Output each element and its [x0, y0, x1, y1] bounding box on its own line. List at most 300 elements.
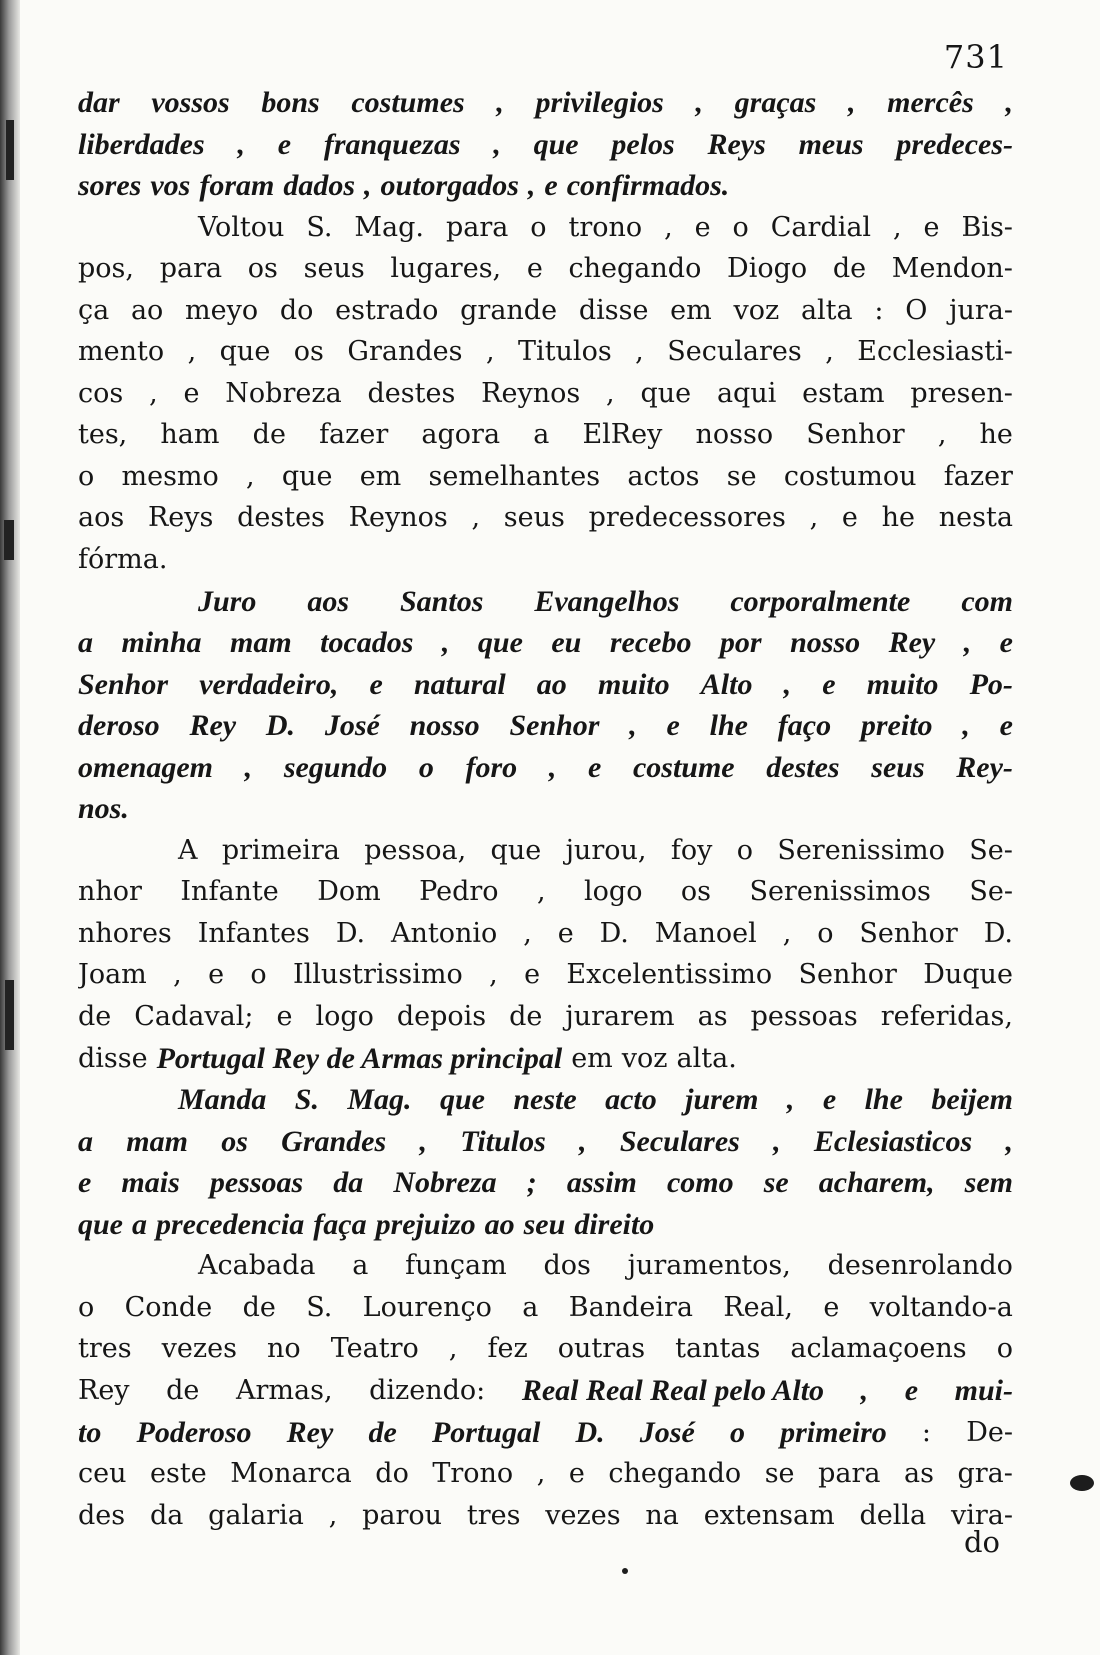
word: confirmados. — [566, 169, 730, 203]
text-line — [78, 539, 1013, 581]
word: recebo — [609, 626, 692, 660]
word: neste — [513, 1083, 577, 1117]
word: S. — [306, 1291, 333, 1323]
word: , — [173, 959, 182, 991]
word: preito — [860, 709, 933, 743]
word: o — [729, 1415, 745, 1449]
text-line — [78, 1412, 1013, 1454]
word: se — [764, 1458, 795, 1490]
edge-mark — [4, 520, 14, 560]
page-edge-shadow — [0, 0, 20, 1655]
word: com — [961, 584, 1013, 618]
word: he — [881, 502, 916, 534]
text-line — [78, 705, 1013, 747]
word: Rey — [189, 709, 237, 743]
word: Portugal Rey de Armas principal — [156, 1041, 563, 1075]
word: mercês — [887, 86, 974, 119]
word: Senhor — [78, 667, 169, 701]
word: Manda — [178, 1083, 267, 1117]
word: , — [695, 86, 703, 119]
word: e — [822, 1083, 837, 1117]
body-text — [78, 82, 1013, 1536]
word: Real Real Real pelo Alto — [521, 1373, 825, 1407]
text-line — [78, 664, 1013, 706]
text-line — [78, 1287, 1013, 1329]
word: o — [530, 211, 547, 243]
word: ham — [160, 419, 220, 451]
word: Rey- — [956, 750, 1013, 784]
word: Serenissimo — [777, 834, 945, 866]
word: outras — [557, 1333, 646, 1365]
word: direito — [574, 1207, 655, 1241]
word: , — [328, 1499, 338, 1531]
word: aclamaçoens — [790, 1333, 967, 1365]
word: e — [557, 917, 574, 949]
text-line — [78, 581, 1013, 623]
text-line — [78, 788, 1013, 830]
word: S. — [306, 211, 333, 243]
word: referidas, — [880, 1001, 1013, 1033]
word: funçam — [405, 1250, 507, 1282]
word: Rey — [78, 1374, 130, 1406]
word: fórma. — [78, 544, 168, 576]
word: Infante — [180, 876, 279, 908]
word: jura- — [949, 294, 1013, 326]
word: Reynos — [348, 502, 448, 534]
word: , — [783, 667, 792, 701]
word: em — [670, 294, 712, 326]
word: Lourenço — [362, 1291, 492, 1323]
word: de — [166, 1374, 200, 1406]
word: se — [763, 1166, 789, 1200]
text-line — [78, 456, 1013, 498]
word: , — [419, 1124, 427, 1158]
word: he — [979, 419, 1013, 451]
word: a — [78, 626, 93, 660]
text-line — [78, 1245, 1013, 1287]
word: mesmo — [121, 460, 219, 492]
text-line — [78, 1328, 1013, 1370]
word: sores — [78, 169, 142, 203]
word: meus — [798, 127, 864, 161]
word: Duque — [923, 959, 1013, 991]
word: e — [999, 709, 1013, 743]
text-line — [78, 1370, 1013, 1412]
word: nos. — [78, 792, 129, 826]
word: meyo — [185, 294, 259, 326]
word: , — [606, 377, 615, 409]
word: presen- — [910, 377, 1013, 409]
word: Serenissimos — [749, 876, 931, 908]
word: nesta — [938, 502, 1013, 534]
word: outorgados — [380, 169, 519, 203]
word: Grandes — [281, 1124, 387, 1158]
word: pessoa, — [364, 834, 467, 866]
word: , — [536, 1458, 546, 1490]
text-line — [78, 913, 1013, 955]
word: Cadaval; — [134, 1001, 254, 1033]
text-line — [78, 747, 1013, 789]
word: Trono — [432, 1458, 514, 1490]
word: da — [149, 1499, 184, 1531]
word: Reys — [147, 502, 214, 534]
word: Poderoso — [136, 1415, 252, 1449]
word: a — [522, 1291, 539, 1323]
word: que — [439, 1083, 485, 1117]
word: , — [364, 169, 372, 203]
word: e — [524, 959, 541, 991]
word: costumes — [351, 86, 465, 119]
word: Antonio — [391, 917, 498, 949]
word: Teatro — [330, 1333, 419, 1365]
word: verdadeiro, — [199, 667, 339, 701]
word: que — [281, 460, 333, 492]
word: , — [489, 959, 498, 991]
word: do — [279, 294, 314, 326]
text-line — [78, 1495, 1013, 1537]
word: bons — [261, 86, 320, 119]
word: vos — [150, 169, 191, 203]
word: no — [267, 1333, 301, 1365]
word: foram — [199, 169, 275, 203]
word: , — [664, 211, 673, 243]
word: Portugal — [431, 1415, 541, 1449]
word: , — [149, 377, 158, 409]
word: primeiro — [780, 1415, 887, 1449]
word: costumou — [783, 460, 917, 492]
word: o — [817, 917, 834, 949]
word: aos — [78, 502, 125, 534]
word: pelos — [611, 127, 675, 161]
word: na — [645, 1499, 679, 1531]
word: , — [962, 709, 970, 743]
word: e — [823, 1291, 840, 1323]
word: privilegios — [535, 86, 664, 119]
edge-mark — [5, 980, 14, 1050]
word: Reys — [707, 127, 766, 161]
word: cos — [78, 377, 124, 409]
word: minha — [121, 626, 202, 660]
word: estam — [802, 377, 885, 409]
word: Mag. — [354, 211, 425, 243]
word: nhores — [78, 917, 172, 949]
word: nhor — [78, 876, 142, 908]
word: desenrolando — [827, 1250, 1013, 1282]
text-line — [78, 82, 1013, 124]
word: Rey — [888, 626, 936, 660]
word: graças — [734, 86, 817, 119]
word: Evangelhos — [534, 584, 680, 618]
text-line — [78, 1038, 1013, 1080]
word: que — [219, 336, 271, 368]
word: e — [276, 1001, 293, 1033]
word: vira- — [950, 1499, 1013, 1531]
word: Bandeira — [568, 1291, 693, 1323]
word: agora — [421, 419, 501, 451]
word: Cardial — [770, 211, 872, 243]
word: do — [375, 1458, 409, 1490]
word: disse — [78, 1042, 148, 1074]
word: beijem — [931, 1083, 1013, 1117]
word: , — [635, 336, 644, 368]
word: , — [548, 750, 557, 784]
word: trono — [568, 211, 643, 243]
word: para — [445, 211, 509, 243]
word: Se- — [969, 834, 1013, 866]
word: mui- — [954, 1373, 1013, 1407]
text-line — [78, 1204, 1013, 1246]
word: este — [150, 1458, 207, 1490]
word: os — [680, 876, 712, 908]
word: e — [78, 1166, 92, 1200]
word: des — [78, 1499, 126, 1531]
word: aqui — [716, 377, 777, 409]
word: mam — [229, 626, 292, 660]
word: a — [533, 419, 550, 451]
word: Senhor — [509, 709, 600, 743]
word: que — [477, 626, 523, 660]
word: muito — [866, 667, 939, 701]
word: o — [736, 834, 753, 866]
word: grande — [460, 294, 558, 326]
word: costume — [632, 750, 735, 784]
word: , — [860, 1373, 869, 1407]
word: to — [78, 1415, 102, 1449]
text-line — [78, 1121, 1013, 1163]
word: que — [78, 1207, 123, 1241]
text-line — [78, 165, 1013, 207]
word: logo — [584, 876, 643, 908]
text-line — [78, 622, 1013, 664]
word: predecessores — [588, 502, 786, 534]
word: seus — [871, 750, 925, 784]
word: Dom — [317, 876, 381, 908]
word: Real, — [723, 1291, 793, 1323]
word: liberdades — [78, 127, 205, 161]
word: , — [629, 709, 637, 743]
word: corporalmente — [730, 584, 911, 618]
word: jurarem — [565, 1001, 675, 1033]
word: lugares, — [390, 253, 502, 285]
word: acto — [605, 1083, 657, 1117]
word: , — [471, 502, 481, 534]
word: que — [533, 127, 579, 161]
word: de — [832, 253, 867, 285]
word: em — [359, 460, 402, 492]
word: voz — [621, 1042, 668, 1074]
word: , — [237, 127, 245, 161]
word: Mag. — [347, 1083, 412, 1117]
word: e — [208, 959, 225, 991]
text-line — [78, 497, 1013, 539]
word: o — [732, 211, 749, 243]
text-line — [78, 290, 1013, 332]
word: Alto — [700, 667, 753, 701]
word: e — [694, 211, 711, 243]
word: Diogo — [727, 253, 808, 285]
word: Seculares — [667, 336, 802, 368]
word: e — [999, 626, 1013, 660]
word: destes — [766, 750, 840, 784]
word: voz — [733, 294, 780, 326]
word: e — [568, 1458, 585, 1490]
word: como — [666, 1166, 734, 1200]
word: , — [786, 1083, 795, 1117]
word: fazer — [943, 460, 1013, 492]
word: foy — [670, 834, 713, 866]
word: De- — [966, 1416, 1013, 1448]
word: o — [78, 1291, 95, 1323]
word: de — [78, 1001, 112, 1033]
word: a — [78, 1124, 93, 1158]
word: O — [905, 294, 928, 326]
word: nosso — [695, 419, 774, 451]
word: Monarca — [230, 1458, 352, 1490]
word: nosso — [790, 626, 861, 660]
word: de — [242, 1291, 276, 1323]
word: os — [293, 336, 324, 368]
word: ElRey — [582, 419, 663, 451]
word: voltando-a — [869, 1291, 1013, 1323]
text-line — [78, 1453, 1013, 1495]
word: tres — [78, 1333, 132, 1365]
word: o — [78, 460, 95, 492]
word: Illustrissimo — [293, 959, 463, 991]
edge-mark — [6, 120, 14, 180]
word: D. — [575, 1415, 605, 1449]
word: e — [544, 169, 558, 203]
word: Ecclesiasti- — [857, 336, 1013, 368]
word: : — [921, 1416, 932, 1448]
word: Senhor — [798, 959, 897, 991]
text-line — [78, 373, 1013, 415]
word: para — [159, 253, 223, 285]
word: pessoas — [750, 1001, 858, 1033]
word: , — [523, 917, 532, 949]
word: e — [666, 709, 680, 743]
word: as — [904, 1458, 934, 1490]
text-line — [78, 124, 1013, 166]
word: D. — [983, 917, 1013, 949]
text-line — [78, 414, 1013, 456]
word: acharem, — [818, 1166, 935, 1200]
word: deroso — [78, 709, 160, 743]
word: , — [496, 86, 504, 119]
word: tes, — [78, 419, 128, 451]
word: , — [579, 1124, 587, 1158]
catchword: do — [963, 1525, 1000, 1559]
word: para — [818, 1458, 881, 1490]
page-number: 731 — [943, 38, 1008, 76]
word: aos — [307, 584, 350, 618]
word: natural — [413, 667, 506, 701]
word: omenagem — [78, 750, 213, 784]
word: , — [847, 86, 856, 119]
word: Titulos — [460, 1124, 546, 1158]
word: por — [719, 626, 762, 660]
word: prejuizo — [375, 1207, 476, 1241]
word: , — [893, 211, 902, 243]
word: tres — [466, 1499, 521, 1531]
word: destes — [367, 377, 456, 409]
word: vezes — [545, 1499, 621, 1531]
word: Senhor — [806, 419, 905, 451]
word: Senhor — [859, 917, 958, 949]
text-line — [78, 996, 1013, 1038]
word: S. — [294, 1083, 319, 1117]
word: e — [183, 377, 200, 409]
word: alta — [800, 294, 853, 326]
word: a — [132, 1207, 147, 1241]
text-line — [78, 331, 1013, 373]
word: tocados — [320, 626, 414, 660]
word: lhe — [864, 1083, 903, 1117]
word: D. — [599, 917, 629, 949]
word: dar — [78, 86, 120, 119]
word: , — [448, 1333, 458, 1365]
word: depois — [396, 1001, 487, 1033]
word: Excelentissimo — [566, 959, 773, 991]
word: se — [726, 460, 757, 492]
word: em — [571, 1042, 613, 1074]
word: dizendo: — [369, 1374, 486, 1406]
word: foro — [465, 750, 518, 784]
word: e — [369, 667, 383, 701]
word: pessoas — [209, 1166, 304, 1200]
word: Titulos — [518, 336, 612, 368]
word: , — [773, 1124, 781, 1158]
word: semelhantes — [428, 460, 601, 492]
word: muito — [597, 667, 670, 701]
word: Santos — [399, 584, 484, 618]
word: parou — [362, 1499, 443, 1531]
word: juramentos, — [627, 1250, 791, 1282]
word: , — [246, 460, 255, 492]
word: Pedro — [419, 876, 499, 908]
word: vossos — [151, 86, 230, 119]
word: , — [187, 336, 197, 368]
word: o — [996, 1333, 1013, 1365]
word: mento — [78, 336, 165, 368]
word: seu — [523, 1207, 566, 1241]
word: chegando — [608, 1458, 742, 1490]
word: chegando — [568, 253, 702, 285]
word: ça — [78, 294, 110, 326]
word: dados — [283, 169, 356, 203]
text-line — [78, 954, 1013, 996]
word: , — [441, 626, 450, 660]
word: , — [809, 502, 819, 534]
word: destes — [237, 502, 325, 534]
text-line — [78, 248, 1013, 290]
text-line — [78, 1162, 1013, 1204]
word: lhe — [709, 709, 748, 743]
word: mais — [121, 1166, 180, 1200]
word: os — [247, 253, 278, 285]
word: Manoel — [654, 917, 757, 949]
word: , — [1005, 1124, 1013, 1158]
word: assim — [566, 1166, 637, 1200]
word: jurou, — [565, 834, 647, 866]
word: , — [1005, 86, 1013, 119]
word: , — [244, 750, 253, 784]
word: ao — [484, 1207, 515, 1241]
word: , — [527, 169, 536, 203]
ink-speck — [1070, 1475, 1094, 1491]
word: estrado — [335, 294, 439, 326]
word: as — [697, 1001, 728, 1033]
word: faço — [777, 709, 832, 743]
